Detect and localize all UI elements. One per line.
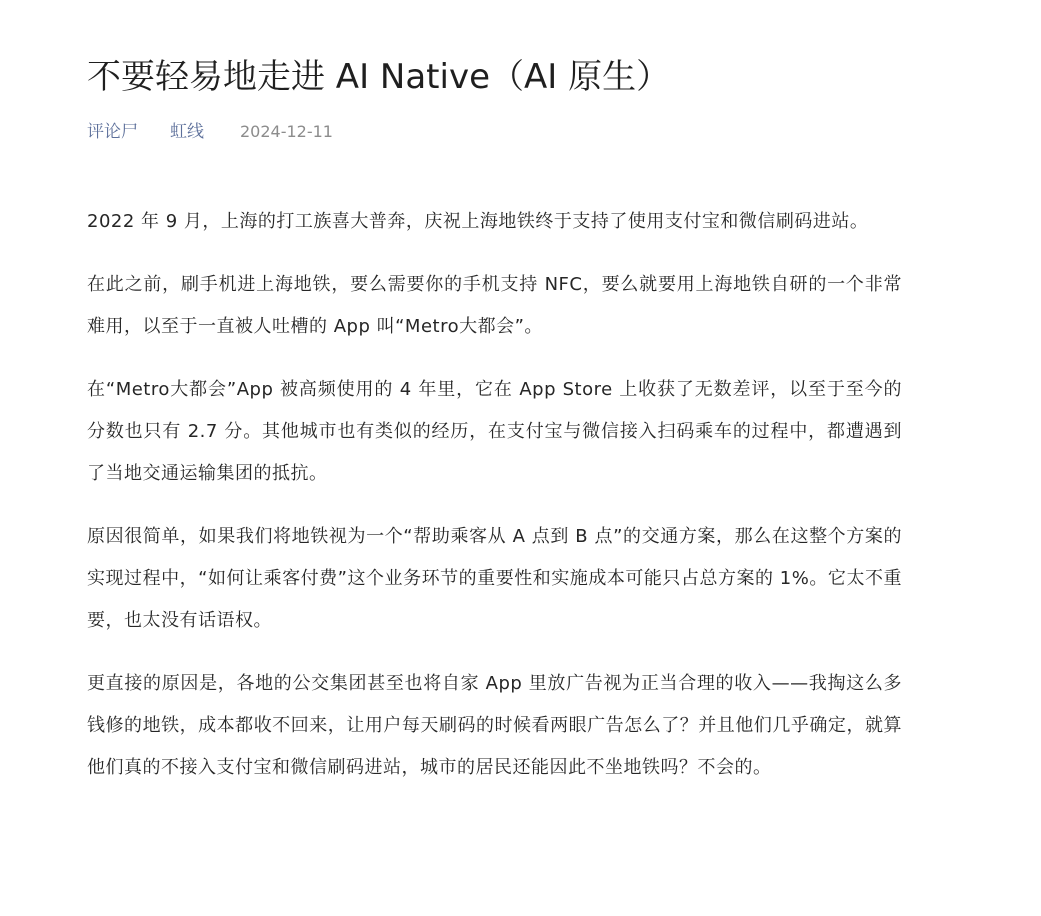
author-link[interactable]: 虹线: [170, 122, 204, 142]
article: [87, 0, 902, 810]
paragraph: 在“Metro大都会”App 被高频使用的 4 年里，它在 App Store 上收获了无数差评，以至于至今的分数也只有 2.7 分。其他城市也有类似的经历，在支付宝与微信接入扫码乘车的过程中，都遭遇到了当地交通运输集团的抵抗。: [87, 379, 902, 484]
paragraph: 2022 年 9 月，上海的打工族喜大普奔，庆祝上海地铁终于支持了使用支付宝和微信刷码进站。: [87, 211, 869, 232]
article-title: 不要轻易地走进 AI Native（AI 原生）: [87, 57, 671, 97]
paragraph: 在此之前，刷手机进上海地铁，要么需要你的手机支持 NFC，要么就要用上海地铁自研的一个非常难用，以至于一直被人吐槽的 App 叫“Metro大都会”。: [87, 274, 902, 337]
paragraph: 原因很简单，如果我们将地铁视为一个“帮助乘客从 A 点到 B 点”的交通方案，那么在这整个方案的实现过程中，“如何让乘客付费”这个业务环节的重要性和实施成本可能只占总方案的 1%。它太不重要，也太没有话语权。: [87, 526, 902, 631]
publish-date: 2024-12-11: [240, 122, 333, 141]
article-body: [87, 201, 902, 789]
article-meta: [87, 119, 902, 145]
paragraph: 更直接的原因是，各地的公交集团甚至也将自家 App 里放广告视为正当合理的收入——我掏这么多钱修的地铁，成本都收不回来，让用户每天刷码的时候看两眼广告怎么了？并且他们几乎确定，就算他们真的不接入支付宝和微信刷码进站，城市的居民还能因此不坐地铁吗？不会的。: [87, 673, 902, 778]
author-link[interactable]: 评论尸: [87, 122, 138, 142]
